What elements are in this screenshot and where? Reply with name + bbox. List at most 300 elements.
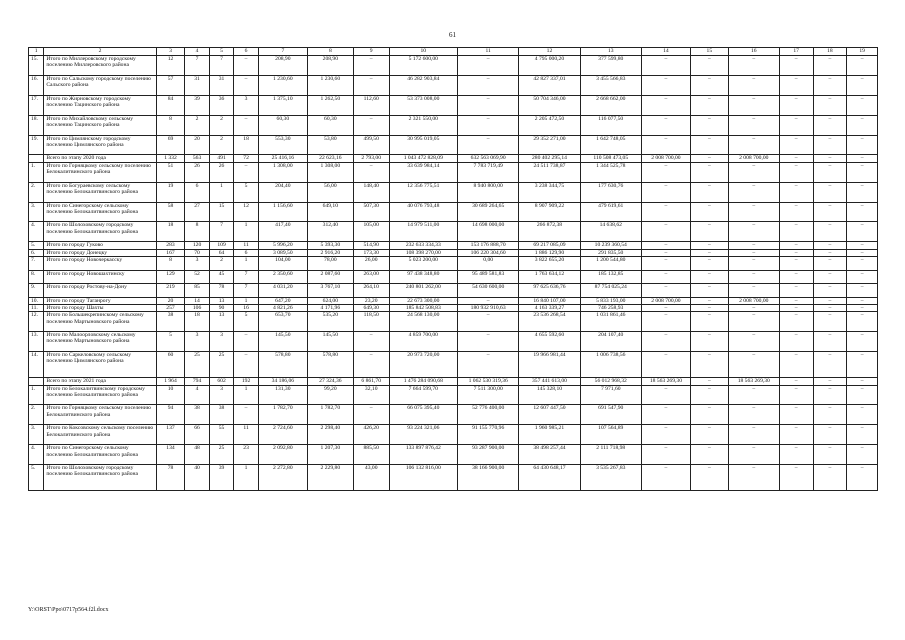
value-cell: 232 633 334,33 <box>389 242 457 249</box>
count-cell: 602 <box>209 378 234 385</box>
value-cell: 5 833 193,00 <box>580 297 641 304</box>
count-cell: 7 <box>185 56 210 76</box>
value-cell: – <box>847 465 878 491</box>
count-cell: 1 <box>234 385 259 405</box>
value-cell: 56,00 <box>307 182 353 202</box>
count-cell: 6 <box>185 182 210 202</box>
count-cell: 19 <box>156 182 185 202</box>
value-cell: – <box>813 155 847 162</box>
count-cell: 60 <box>156 352 185 378</box>
value-cell: – <box>690 332 728 352</box>
value-cell: – <box>779 405 813 425</box>
count-cell: 25 <box>209 352 234 378</box>
value-cell: – <box>779 304 813 311</box>
value-cell: – <box>847 242 878 249</box>
row-number-cell: 4. <box>29 445 44 465</box>
value-cell: – <box>690 378 728 385</box>
value-cell: 5 023 200,00 <box>389 256 457 270</box>
value-cell: – <box>813 202 847 222</box>
value-cell: 93 224 321,06 <box>389 425 457 445</box>
value-cell: – <box>779 385 813 405</box>
column-number-header-cell: 12 <box>519 48 580 56</box>
value-cell: – <box>813 56 847 76</box>
value-cell: 2 668 662,00 <box>580 95 641 115</box>
value-cell: – <box>847 445 878 465</box>
value-cell: 263,00 <box>353 270 389 284</box>
value-cell: – <box>458 297 519 304</box>
value-cell: – <box>641 465 690 491</box>
count-cell: 7 <box>209 222 234 242</box>
value-cell: 2 087,60 <box>307 270 353 284</box>
row-number-cell: 17. <box>29 95 44 115</box>
value-cell: 27 324,36 <box>307 378 353 385</box>
count-cell: 31 <box>209 75 234 95</box>
value-cell: 22 673 300,00 <box>389 297 457 304</box>
value-cell: – <box>641 202 690 222</box>
value-cell: – <box>779 135 813 155</box>
count-cell: 1 964 <box>156 378 185 385</box>
value-cell: – <box>690 155 728 162</box>
value-cell: 23,20 <box>353 297 389 304</box>
value-cell: 578,80 <box>307 352 353 378</box>
value-cell: 30 995 019,05 <box>389 135 457 155</box>
value-cell: – <box>779 95 813 115</box>
table-row <box>29 385 878 405</box>
value-cell: 2 298,40 <box>307 425 353 445</box>
count-cell: 26 <box>185 162 210 182</box>
value-cell: – <box>690 297 728 304</box>
value-cell: – <box>690 312 728 332</box>
value-cell: 185 842 508,83 <box>389 304 457 311</box>
value-cell: – <box>779 155 813 162</box>
value-cell: 106 220 304,60 <box>458 249 519 256</box>
value-cell: 33 639 984,14 <box>389 162 457 182</box>
value-cell: 208,90 <box>307 56 353 76</box>
value-cell: 25 416,16 <box>258 155 307 162</box>
value-cell: 479 619,61 <box>580 202 641 222</box>
count-cell: 8 <box>156 256 185 270</box>
table-row <box>29 304 878 311</box>
value-cell: 53,80 <box>307 135 353 155</box>
value-cell: – <box>779 284 813 298</box>
value-cell: – <box>779 270 813 284</box>
value-cell: 2 008 700,00 <box>728 297 779 304</box>
total-row <box>29 155 878 162</box>
count-cell: 18 <box>185 312 210 332</box>
value-cell: 52 776 400,00 <box>458 405 519 425</box>
value-cell: – <box>728 56 779 76</box>
count-cell: 3 <box>209 332 234 352</box>
value-cell: 7 664 599,70 <box>389 385 457 405</box>
table-body <box>29 48 878 491</box>
value-cell: – <box>779 222 813 242</box>
column-number-header-cell: 6 <box>234 48 259 56</box>
value-cell: – <box>353 162 389 182</box>
row-name-cell: Итого по Горняцкому сельскому поселению Белокалитвинского района <box>44 162 156 182</box>
value-cell: – <box>641 312 690 332</box>
count-cell: 38 <box>185 405 210 425</box>
value-cell: – <box>813 162 847 182</box>
count-cell: 8 <box>156 115 185 135</box>
table-row <box>29 270 878 284</box>
value-cell: – <box>728 256 779 270</box>
value-cell: – <box>458 312 519 332</box>
value-cell: – <box>779 249 813 256</box>
row-name-cell: Итого по Михайловскому сельскому поселению Тацинского района <box>44 115 156 135</box>
value-cell: 1 886 129,90 <box>519 249 580 256</box>
document-path-footer: Y:\ORST\Ppo\0717p564.f2l.docx <box>28 607 109 613</box>
value-cell: – <box>690 249 728 256</box>
value-cell: 97 625 636,76 <box>519 284 580 298</box>
value-cell: – <box>690 75 728 95</box>
value-cell: 649,30 <box>353 304 389 311</box>
count-cell: 78 <box>156 465 185 491</box>
value-cell: 23 536 268,54 <box>519 312 580 332</box>
value-cell: 647,20 <box>258 297 307 304</box>
count-cell: 14 <box>185 297 210 304</box>
value-cell: 746 258,93 <box>580 304 641 311</box>
column-number-header-cell: 7 <box>258 48 307 56</box>
table-row <box>29 56 878 76</box>
value-cell: 4 163 339,27 <box>519 304 580 311</box>
value-cell: 153 176 888,70 <box>458 242 519 249</box>
count-cell: 257 <box>156 304 185 311</box>
value-cell: 2 321 550,00 <box>389 115 457 135</box>
count-cell: 25 <box>185 352 210 378</box>
count-cell: 25 <box>209 445 234 465</box>
row-number-cell: 5. <box>29 465 44 491</box>
value-cell: – <box>813 405 847 425</box>
value-cell: 112,60 <box>353 95 389 115</box>
value-cell: – <box>847 182 878 202</box>
count-cell: 283 <box>156 242 185 249</box>
column-number-header-cell: 11 <box>458 48 519 56</box>
value-cell: 1 230,60 <box>307 75 353 95</box>
value-cell: 42 827 337,01 <box>519 75 580 95</box>
value-cell: 87 754 025,24 <box>580 284 641 298</box>
value-cell: – <box>353 405 389 425</box>
count-cell: – <box>234 332 259 352</box>
count-cell: 69 <box>156 135 185 155</box>
value-cell: – <box>847 222 878 242</box>
value-cell: 145,50 <box>258 332 307 352</box>
count-cell: 57 <box>156 75 185 95</box>
value-cell: – <box>690 284 728 298</box>
count-cell: 2 <box>209 135 234 155</box>
value-cell: – <box>690 445 728 465</box>
value-cell: 1 156,60 <box>258 202 307 222</box>
value-cell: 7 971,60 <box>580 385 641 405</box>
value-cell: – <box>690 115 728 135</box>
value-cell: 1 200 544,80 <box>580 256 641 270</box>
value-cell: – <box>690 162 728 182</box>
table-row <box>29 284 878 298</box>
value-cell: 24 511 738,87 <box>519 162 580 182</box>
column-number-header-row <box>29 48 878 56</box>
value-cell: – <box>728 202 779 222</box>
value-cell: 8 940 800,00 <box>458 182 519 202</box>
count-cell: 85 <box>185 284 210 298</box>
count-cell: 38 <box>209 405 234 425</box>
count-cell: 8 <box>185 222 210 242</box>
value-cell: 177 630,76 <box>580 182 641 202</box>
row-name-cell: Итого по Миллеровскому городскому поселению Миллеровского района <box>44 56 156 76</box>
value-cell: – <box>779 202 813 222</box>
count-cell: 794 <box>185 378 210 385</box>
value-cell: 377 599,80 <box>580 56 641 76</box>
value-cell: 78,00 <box>307 256 353 270</box>
value-cell: – <box>813 115 847 135</box>
row-name-cell: Итого по Синегорскому сельскому поселению Белокалитвинского района <box>44 202 156 222</box>
value-cell: 417,40 <box>258 222 307 242</box>
count-cell: 1 <box>234 222 259 242</box>
count-cell: 5 <box>156 332 185 352</box>
count-cell: 94 <box>156 405 185 425</box>
value-cell: – <box>847 75 878 95</box>
value-cell: 29 352 271,00 <box>519 135 580 155</box>
value-cell: 3 089,50 <box>258 249 307 256</box>
count-cell: 12 <box>156 56 185 76</box>
value-cell: – <box>353 75 389 95</box>
count-cell: 120 <box>185 242 210 249</box>
row-name-cell: Итого по Цимлянскому городскому поселению Цимлянского района <box>44 135 156 155</box>
value-cell: – <box>813 312 847 332</box>
row-name-cell: Итого по Синегорскому сельскому поселению Белокалитвинского района <box>44 445 156 465</box>
value-cell: 1 062 530 319,36 <box>458 378 519 385</box>
value-cell: 99,20 <box>307 385 353 405</box>
value-cell: 312,40 <box>307 222 353 242</box>
row-number-cell: 15. <box>29 56 44 76</box>
count-cell: 20 <box>185 135 210 155</box>
count-cell: 2 <box>209 256 234 270</box>
value-cell: 691 547,90 <box>580 405 641 425</box>
value-cell: 266 872,38 <box>519 222 580 242</box>
count-cell: – <box>234 162 259 182</box>
count-cell: 12 <box>234 202 259 222</box>
value-cell: – <box>690 465 728 491</box>
column-number-header-cell: 3 <box>156 48 185 56</box>
value-cell: 208,90 <box>258 56 307 76</box>
value-cell: – <box>353 115 389 135</box>
value-cell: 4 031,20 <box>258 284 307 298</box>
value-cell: – <box>847 155 878 162</box>
table-row <box>29 182 878 202</box>
count-cell: 78 <box>209 284 234 298</box>
value-cell: – <box>641 135 690 155</box>
value-cell: 91 155 770,96 <box>458 425 519 445</box>
value-cell: 1 476 284 090,68 <box>389 378 457 385</box>
value-cell: 173,30 <box>353 249 389 256</box>
value-cell: 649,10 <box>307 202 353 222</box>
row-number-cell: 3. <box>29 202 44 222</box>
value-cell: – <box>690 352 728 378</box>
table-row <box>29 332 878 352</box>
value-cell: 2 793,00 <box>353 155 389 162</box>
value-cell: – <box>813 465 847 491</box>
table-row <box>29 202 878 222</box>
table-row <box>29 95 878 115</box>
value-cell: – <box>847 202 878 222</box>
value-cell: – <box>813 304 847 311</box>
column-number-header-cell: 13 <box>580 48 641 56</box>
value-cell: – <box>641 75 690 95</box>
value-cell: 97 438 348,80 <box>389 270 457 284</box>
value-cell: – <box>690 242 728 249</box>
value-cell: 1 375,10 <box>258 95 307 115</box>
value-cell: 145 328,10 <box>519 385 580 405</box>
count-cell: 137 <box>156 425 185 445</box>
value-cell: 180 932 910,63 <box>458 304 519 311</box>
value-cell: – <box>641 242 690 249</box>
count-cell: 219 <box>156 284 185 298</box>
value-cell: 24 568 130,00 <box>389 312 457 332</box>
value-cell: – <box>728 162 779 182</box>
value-cell: – <box>641 445 690 465</box>
value-cell: – <box>847 284 878 298</box>
value-cell: 54 630 600,00 <box>458 284 519 298</box>
value-cell: – <box>779 242 813 249</box>
count-cell: 3 <box>185 332 210 352</box>
value-cell: – <box>641 270 690 284</box>
value-cell: – <box>813 297 847 304</box>
value-cell: 131,30 <box>258 385 307 405</box>
value-cell: 2 916,20 <box>307 249 353 256</box>
value-cell: 34 186,06 <box>258 378 307 385</box>
value-cell: 4 821,26 <box>258 304 307 311</box>
row-number-cell: 2. <box>29 182 44 202</box>
row-number-cell: 9. <box>29 284 44 298</box>
table-row <box>29 312 878 332</box>
value-cell: 357 441 613,00 <box>519 378 580 385</box>
table-row <box>29 445 878 465</box>
count-cell: 16 <box>234 304 259 311</box>
count-cell: 51 <box>156 162 185 182</box>
value-cell: 2 229,80 <box>307 465 353 491</box>
value-cell: 60,30 <box>307 115 353 135</box>
value-cell: – <box>813 249 847 256</box>
value-cell: – <box>690 256 728 270</box>
value-cell: – <box>813 270 847 284</box>
table-row <box>29 405 878 425</box>
count-cell: 36 <box>209 95 234 115</box>
row-number-cell: 3. <box>29 425 44 445</box>
value-cell: 653,70 <box>258 312 307 332</box>
value-cell: – <box>641 115 690 135</box>
value-cell: – <box>728 284 779 298</box>
row-name-cell: Итого по Жирновскому городскому поселению Тацинского района <box>44 95 156 115</box>
value-cell: – <box>779 352 813 378</box>
value-cell: 264,10 <box>353 284 389 298</box>
value-cell: 12 356 775,51 <box>389 182 457 202</box>
value-cell: 60,30 <box>258 115 307 135</box>
count-cell: 38 <box>156 312 185 332</box>
value-cell: 5 996,20 <box>258 242 307 249</box>
value-cell: 240 801 262,00 <box>389 284 457 298</box>
value-cell: 2 350,60 <box>258 270 307 284</box>
count-cell: 491 <box>209 155 234 162</box>
count-cell: 55 <box>209 425 234 445</box>
row-name-cell: Итого по городу Таганрогу <box>44 297 156 304</box>
value-cell: – <box>353 332 389 352</box>
value-cell: – <box>728 312 779 332</box>
row-name-cell: Всего по этапу 2021 года <box>44 378 156 385</box>
value-cell: – <box>779 445 813 465</box>
row-number-cell: 18. <box>29 115 44 135</box>
column-number-header-cell: 14 <box>641 48 690 56</box>
value-cell: – <box>728 249 779 256</box>
value-cell: – <box>847 332 878 352</box>
count-cell: 7 <box>234 284 259 298</box>
row-number-cell: 16. <box>29 75 44 95</box>
value-cell: – <box>690 304 728 311</box>
value-cell: 1 960 985,21 <box>519 425 580 445</box>
value-cell: 1 782,70 <box>307 405 353 425</box>
count-cell: 20 <box>156 297 185 304</box>
value-cell: – <box>728 270 779 284</box>
row-number-cell: 14. <box>29 352 44 378</box>
value-cell: – <box>813 352 847 378</box>
value-cell: – <box>813 284 847 298</box>
value-cell: 2 111 718,98 <box>580 445 641 465</box>
value-cell: 885,50 <box>353 445 389 465</box>
value-cell: – <box>641 222 690 242</box>
value-cell: – <box>641 162 690 182</box>
count-cell: 45 <box>209 270 234 284</box>
count-cell: 7 <box>234 270 259 284</box>
value-cell: 16 840 107,00 <box>519 297 580 304</box>
value-cell: – <box>458 115 519 135</box>
value-cell: – <box>458 95 519 115</box>
count-cell: 106 <box>185 304 210 311</box>
value-cell: – <box>728 352 779 378</box>
value-cell: 0,00 <box>458 256 519 270</box>
value-cell: – <box>728 304 779 311</box>
count-cell: 3 <box>209 385 234 405</box>
table-row <box>29 115 878 135</box>
value-cell: 507,30 <box>353 202 389 222</box>
count-cell: – <box>234 405 259 425</box>
table-row <box>29 222 878 242</box>
row-name-cell: Итого по городу Шахты <box>44 304 156 311</box>
value-cell: – <box>728 135 779 155</box>
row-name-cell: Итого по Саркеловскому сельскому поселению Цимлянского района <box>44 352 156 378</box>
value-cell: – <box>690 385 728 405</box>
report-table <box>28 47 878 491</box>
value-cell: 148,40 <box>353 182 389 202</box>
row-number-cell: 8. <box>29 270 44 284</box>
value-cell: 7 783 719,49 <box>458 162 519 182</box>
value-cell: 95 489 581,83 <box>458 270 519 284</box>
value-cell: 116 077,50 <box>580 115 641 135</box>
value-cell: – <box>813 95 847 115</box>
report-table-container <box>28 47 878 491</box>
column-number-header-cell: 10 <box>389 48 457 56</box>
value-cell: – <box>847 312 878 332</box>
value-cell: 535,20 <box>307 312 353 332</box>
row-number-cell: 5. <box>29 242 44 249</box>
value-cell: 105,00 <box>353 222 389 242</box>
value-cell: – <box>813 222 847 242</box>
value-cell: – <box>641 256 690 270</box>
count-cell: 5 <box>234 312 259 332</box>
table-row <box>29 425 878 445</box>
value-cell: – <box>728 465 779 491</box>
count-cell: 10 <box>156 385 185 405</box>
row-number-cell <box>29 155 44 162</box>
value-cell: – <box>458 332 519 352</box>
value-cell: 1 308,00 <box>258 162 307 182</box>
count-cell: 66 <box>185 425 210 445</box>
